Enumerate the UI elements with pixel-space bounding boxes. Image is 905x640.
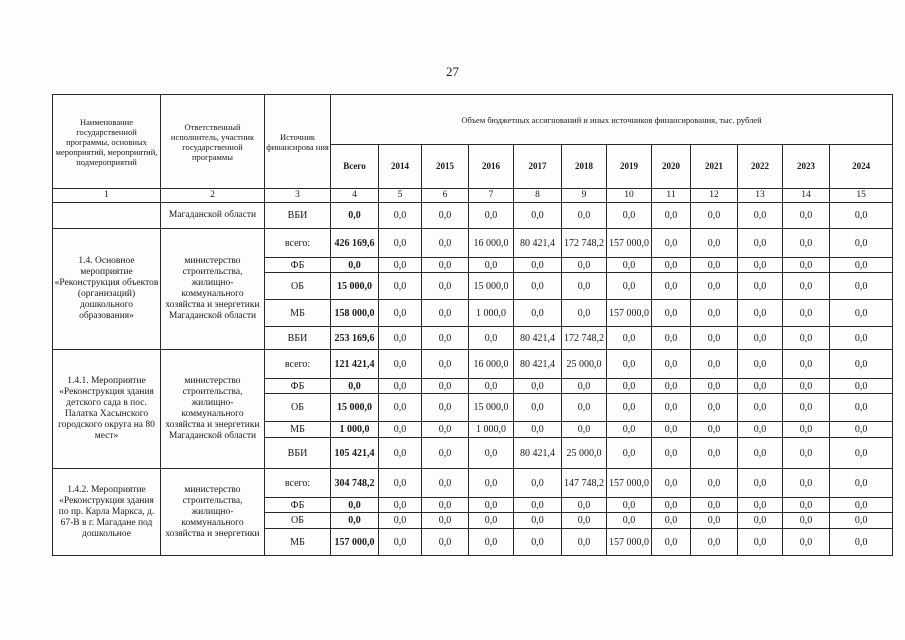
year-value: 172 748,2 [562, 327, 607, 350]
year-value: 0,0 [691, 203, 738, 229]
year-value: 0,0 [379, 258, 422, 273]
year-value: 0,0 [514, 203, 562, 229]
year-value: 0,0 [830, 513, 893, 529]
year-value: 0,0 [691, 469, 738, 498]
year-value: 0,0 [379, 529, 422, 556]
year-value: 0,0 [607, 350, 652, 379]
executor: министерство строительства, жилищно-коммунального хозяйства и энергетики [161, 469, 265, 556]
total-value: 304 748,2 [331, 469, 379, 498]
header-year: 2014 [379, 145, 422, 189]
total-value: 1 000,0 [331, 422, 379, 438]
year-value: 0,0 [652, 513, 691, 529]
year-value: 0,0 [379, 273, 422, 300]
year-value: 157 000,0 [607, 529, 652, 556]
year-value: 0,0 [562, 394, 607, 422]
year-value: 0,0 [379, 229, 422, 258]
year-value: 0,0 [562, 203, 607, 229]
executor: Магаданской области [161, 203, 265, 229]
year-value: 0,0 [652, 379, 691, 394]
total-value: 426 169,6 [331, 229, 379, 258]
year-value: 0,0 [830, 203, 893, 229]
year-value: 0,0 [691, 327, 738, 350]
total-value: 0,0 [331, 498, 379, 513]
year-value: 157 000,0 [607, 229, 652, 258]
year-value: 0,0 [514, 529, 562, 556]
year-value: 0,0 [422, 350, 469, 379]
header-year: 2016 [469, 145, 514, 189]
column-number: 4 [331, 189, 379, 203]
funding-source: ОБ [265, 394, 331, 422]
column-number: 12 [691, 189, 738, 203]
year-value: 0,0 [607, 438, 652, 469]
funding-source: ФБ [265, 498, 331, 513]
year-value: 0,0 [379, 300, 422, 327]
year-value: 0,0 [469, 469, 514, 498]
year-value: 0,0 [830, 529, 893, 556]
header-executor: Ответственный исполнитель, участник государственной программы [161, 95, 265, 189]
column-number: 6 [422, 189, 469, 203]
year-value: 0,0 [652, 327, 691, 350]
year-value: 0,0 [691, 273, 738, 300]
year-value: 0,0 [379, 394, 422, 422]
total-value: 15 000,0 [331, 273, 379, 300]
table-row [53, 203, 893, 229]
table-row [53, 469, 893, 498]
year-value: 0,0 [422, 529, 469, 556]
total-value: 253 169,6 [331, 327, 379, 350]
total-value: 105 421,4 [331, 438, 379, 469]
year-value: 0,0 [691, 394, 738, 422]
year-value: 0,0 [379, 327, 422, 350]
year-value: 0,0 [562, 300, 607, 327]
funding-source: ВБИ [265, 438, 331, 469]
year-value: 0,0 [691, 529, 738, 556]
year-value: 0,0 [607, 273, 652, 300]
year-value: 0,0 [830, 327, 893, 350]
header-year: 2022 [738, 145, 783, 189]
year-value: 0,0 [379, 513, 422, 529]
year-value: 0,0 [607, 379, 652, 394]
budget-table [52, 94, 893, 556]
year-value: 0,0 [830, 229, 893, 258]
year-value: 0,0 [691, 350, 738, 379]
year-value: 0,0 [830, 379, 893, 394]
year-value: 0,0 [607, 394, 652, 422]
year-value: 0,0 [379, 422, 422, 438]
year-value: 0,0 [783, 498, 830, 513]
year-value: 0,0 [830, 438, 893, 469]
column-number: 3 [265, 189, 331, 203]
year-value: 0,0 [783, 394, 830, 422]
header-year: 2020 [652, 145, 691, 189]
total-value: 158 000,0 [331, 300, 379, 327]
year-value: 0,0 [691, 258, 738, 273]
column-number: 15 [830, 189, 893, 203]
column-number: 10 [607, 189, 652, 203]
measure-name: 1.4.2. Мероприятие «Реконструкция здания по пр. Карла Маркса, д. 67-В в г. Магадане под дошкольное [53, 469, 161, 556]
funding-source: ВБИ [265, 203, 331, 229]
year-value: 25 000,0 [562, 350, 607, 379]
year-value: 0,0 [830, 422, 893, 438]
year-value: 0,0 [691, 513, 738, 529]
year-value: 0,0 [652, 258, 691, 273]
year-value: 0,0 [738, 438, 783, 469]
measure-name: 1.4.1. Мероприятие «Реконструкция здания детского сада в пос. Палатка Хасынского городского округа на 80 мест» [53, 350, 161, 469]
year-value: 1 000,0 [469, 300, 514, 327]
year-value: 0,0 [379, 438, 422, 469]
year-value: 16 000,0 [469, 350, 514, 379]
column-number: 5 [379, 189, 422, 203]
year-value: 0,0 [422, 273, 469, 300]
year-value: 0,0 [514, 422, 562, 438]
year-value: 1 000,0 [469, 422, 514, 438]
year-value: 0,0 [607, 258, 652, 273]
year-value: 0,0 [469, 529, 514, 556]
year-value: 0,0 [469, 258, 514, 273]
year-value: 0,0 [830, 350, 893, 379]
year-value: 0,0 [830, 273, 893, 300]
year-value: 0,0 [422, 438, 469, 469]
year-value: 0,0 [783, 350, 830, 379]
year-value: 0,0 [738, 203, 783, 229]
year-value: 80 421,4 [514, 438, 562, 469]
column-number: 11 [652, 189, 691, 203]
year-value: 0,0 [469, 513, 514, 529]
year-value: 157 000,0 [607, 469, 652, 498]
year-value: 80 421,4 [514, 229, 562, 258]
year-value: 147 748,2 [562, 469, 607, 498]
year-value: 0,0 [607, 513, 652, 529]
total-value: 157 000,0 [331, 529, 379, 556]
year-value: 0,0 [830, 300, 893, 327]
year-value: 0,0 [783, 258, 830, 273]
year-value: 0,0 [562, 422, 607, 438]
year-value: 0,0 [469, 498, 514, 513]
year-value: 16 000,0 [469, 229, 514, 258]
year-value: 0,0 [783, 203, 830, 229]
year-value: 0,0 [652, 422, 691, 438]
year-value: 0,0 [422, 469, 469, 498]
year-value: 0,0 [830, 394, 893, 422]
year-value: 0,0 [469, 379, 514, 394]
year-value: 0,0 [607, 422, 652, 438]
year-value: 0,0 [783, 229, 830, 258]
year-value: 0,0 [738, 379, 783, 394]
year-value: 0,0 [691, 422, 738, 438]
year-value: 0,0 [830, 498, 893, 513]
year-value: 0,0 [738, 300, 783, 327]
year-value: 0,0 [783, 513, 830, 529]
year-value: 0,0 [422, 379, 469, 394]
column-number: 8 [514, 189, 562, 203]
year-value: 0,0 [379, 469, 422, 498]
year-value: 25 000,0 [562, 438, 607, 469]
year-value: 0,0 [422, 513, 469, 529]
year-value: 0,0 [738, 422, 783, 438]
year-value: 0,0 [379, 379, 422, 394]
column-number: 14 [783, 189, 830, 203]
year-value: 0,0 [652, 529, 691, 556]
year-value: 0,0 [738, 273, 783, 300]
year-value: 0,0 [562, 513, 607, 529]
year-value: 0,0 [783, 300, 830, 327]
year-value: 0,0 [652, 300, 691, 327]
year-value: 0,0 [422, 258, 469, 273]
table-row [53, 350, 893, 379]
year-value: 0,0 [607, 327, 652, 350]
header-total: Всего [331, 145, 379, 189]
year-value: 0,0 [652, 350, 691, 379]
measure-name [53, 203, 161, 229]
year-value: 0,0 [514, 258, 562, 273]
year-value: 0,0 [783, 529, 830, 556]
funding-source: ОБ [265, 273, 331, 300]
page-number: 27 [446, 64, 459, 79]
year-value: 0,0 [783, 422, 830, 438]
year-value: 0,0 [738, 513, 783, 529]
year-value: 0,0 [783, 379, 830, 394]
funding-source: всего: [265, 350, 331, 379]
year-value: 0,0 [738, 327, 783, 350]
year-value: 0,0 [652, 273, 691, 300]
year-value: 0,0 [562, 379, 607, 394]
year-value: 0,0 [738, 229, 783, 258]
funding-source: ФБ [265, 379, 331, 394]
column-number: 13 [738, 189, 783, 203]
total-value: 0,0 [331, 203, 379, 229]
year-value: 0,0 [738, 469, 783, 498]
header-year: 2023 [783, 145, 830, 189]
year-value: 0,0 [514, 273, 562, 300]
year-value: 172 748,2 [562, 229, 607, 258]
year-value: 0,0 [422, 422, 469, 438]
year-value: 0,0 [422, 394, 469, 422]
year-value: 0,0 [469, 327, 514, 350]
funding-source: МБ [265, 529, 331, 556]
column-number: 1 [53, 189, 161, 203]
year-value: 0,0 [562, 273, 607, 300]
year-value: 0,0 [469, 203, 514, 229]
total-value: 121 421,4 [331, 350, 379, 379]
year-value: 0,0 [514, 469, 562, 498]
year-value: 0,0 [379, 350, 422, 379]
header-year: 2017 [514, 145, 562, 189]
year-value: 0,0 [514, 300, 562, 327]
year-value: 15 000,0 [469, 273, 514, 300]
year-value: 0,0 [562, 498, 607, 513]
year-value: 0,0 [422, 327, 469, 350]
total-value: 0,0 [331, 258, 379, 273]
year-value: 0,0 [738, 498, 783, 513]
header-year: 2019 [607, 145, 652, 189]
measure-name: 1.4. Основное мероприятие «Реконструкция объектов (организаций) дошкольного образования» [53, 229, 161, 350]
header-year: 2018 [562, 145, 607, 189]
funding-source: ФБ [265, 258, 331, 273]
year-value: 0,0 [691, 438, 738, 469]
year-value: 0,0 [783, 469, 830, 498]
total-value: 0,0 [331, 513, 379, 529]
year-value: 0,0 [830, 258, 893, 273]
year-value: 80 421,4 [514, 350, 562, 379]
year-value: 0,0 [738, 529, 783, 556]
year-value: 0,0 [652, 438, 691, 469]
year-value: 0,0 [607, 203, 652, 229]
year-value: 0,0 [652, 498, 691, 513]
header-year: 2024 [830, 145, 893, 189]
header-year: 2021 [691, 145, 738, 189]
year-value: 0,0 [652, 229, 691, 258]
year-value: 0,0 [783, 327, 830, 350]
funding-source: МБ [265, 300, 331, 327]
year-value: 0,0 [422, 229, 469, 258]
funding-source: ОБ [265, 513, 331, 529]
year-value: 0,0 [738, 350, 783, 379]
total-value: 0,0 [331, 379, 379, 394]
funding-source: всего: [265, 229, 331, 258]
total-value: 15 000,0 [331, 394, 379, 422]
year-value: 0,0 [652, 394, 691, 422]
year-value: 80 421,4 [514, 327, 562, 350]
year-value: 0,0 [691, 300, 738, 327]
year-value: 0,0 [738, 394, 783, 422]
year-value: 0,0 [514, 498, 562, 513]
year-value: 0,0 [691, 229, 738, 258]
year-value: 0,0 [738, 258, 783, 273]
year-value: 0,0 [783, 273, 830, 300]
year-value: 0,0 [607, 498, 652, 513]
year-value: 0,0 [379, 203, 422, 229]
header-name: Наименование государственной программы, основных мероприятий, мероприятий, подмероприятий [53, 95, 161, 189]
header-source: Источник финансирова ния [265, 95, 331, 189]
year-value: 0,0 [514, 394, 562, 422]
year-value: 0,0 [652, 469, 691, 498]
header-funding-volume: Объем бюджетных ассигнований и иных источников финансирования, тыс. рублей [331, 95, 893, 145]
year-value: 0,0 [514, 513, 562, 529]
executor: министерство строительства, жилищно-коммунального хозяйства и энергетики Магаданской области [161, 229, 265, 350]
column-number: 2 [161, 189, 265, 203]
year-value: 0,0 [422, 498, 469, 513]
column-number: 9 [562, 189, 607, 203]
executor: министерство строительства, жилищно-коммунального хозяйства и энергетики Магаданской области [161, 350, 265, 469]
column-number: 7 [469, 189, 514, 203]
year-value: 0,0 [691, 379, 738, 394]
year-value: 0,0 [830, 469, 893, 498]
funding-source: ВБИ [265, 327, 331, 350]
year-value: 157 000,0 [607, 300, 652, 327]
year-value: 0,0 [652, 203, 691, 229]
year-value: 15 000,0 [469, 394, 514, 422]
year-value: 0,0 [469, 438, 514, 469]
year-value: 0,0 [562, 258, 607, 273]
year-value: 0,0 [691, 498, 738, 513]
funding-source: МБ [265, 422, 331, 438]
year-value: 0,0 [562, 529, 607, 556]
year-value: 0,0 [422, 300, 469, 327]
header-year: 2015 [422, 145, 469, 189]
year-value: 0,0 [379, 498, 422, 513]
funding-source: всего: [265, 469, 331, 498]
year-value: 0,0 [783, 438, 830, 469]
year-value: 0,0 [422, 203, 469, 229]
year-value: 0,0 [514, 379, 562, 394]
table-row [53, 229, 893, 258]
